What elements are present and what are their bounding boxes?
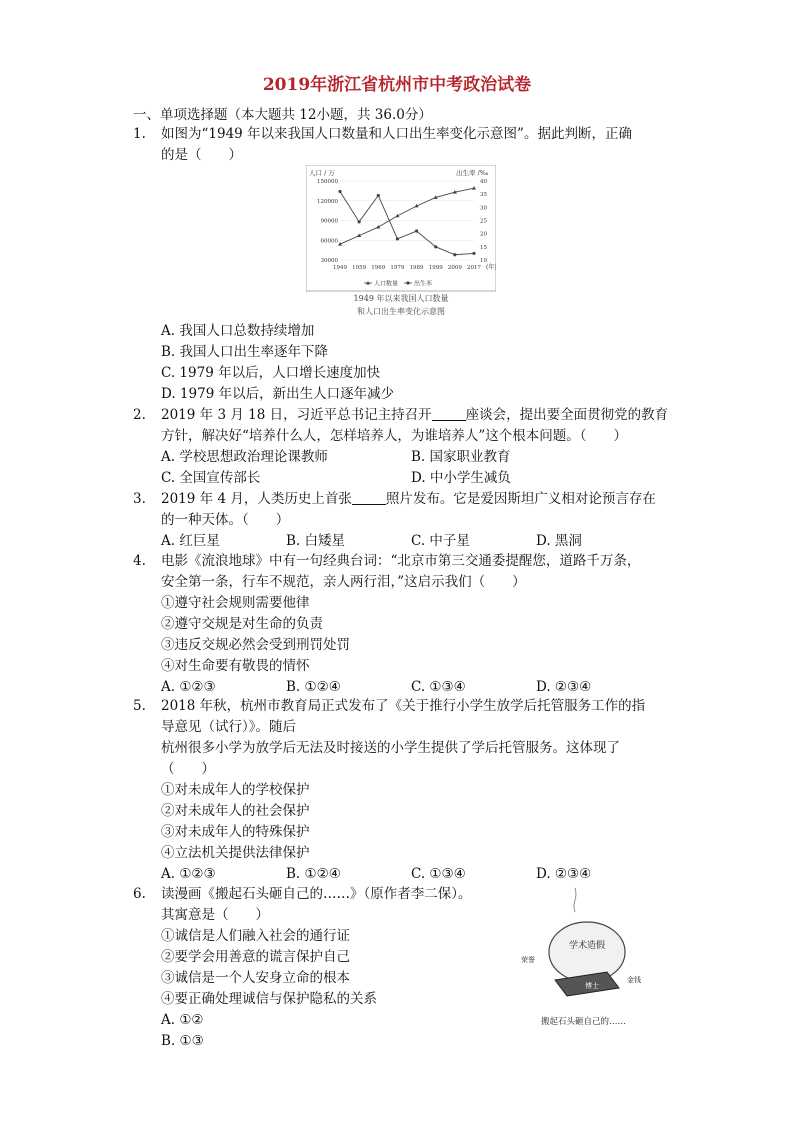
- option-a[interactable]: A. ①②③: [161, 866, 216, 882]
- y-tick-right: 20: [480, 231, 487, 238]
- question-text: [161, 489, 673, 510]
- data-point-birthrate: [434, 245, 437, 248]
- legend-label-birthrate: 出生率: [414, 280, 433, 288]
- option-b[interactable]: B. ①②④: [286, 866, 341, 882]
- chart-legend: [364, 280, 432, 288]
- question-number: 4.: [133, 553, 146, 569]
- question-text: 方针，解决好“培养什么人，怎样培养人，为谁培养人”这个根本问题。（ ）: [161, 428, 628, 444]
- cartoon-svg: [515, 880, 680, 1030]
- cartoon-right-label: 金钱: [627, 976, 641, 984]
- statement: ④要正确处理诚信与保护隐私的关系: [161, 991, 377, 1007]
- options-row: [161, 447, 673, 468]
- option-b[interactable]: B. ①②④: [286, 679, 341, 695]
- question-text: 安全第一条，行车不规范，亲人两行泪，”这启示我们（ ）: [161, 574, 526, 590]
- page-title: 2019年浙江省杭州市中考政治试卷: [262, 75, 532, 95]
- x-tick: 2009: [447, 265, 462, 271]
- statement: ③对未成年人的特殊保护: [161, 824, 310, 840]
- question-text: [161, 405, 673, 426]
- x-tick: 1979: [390, 265, 405, 271]
- option-d[interactable]: D. 1979 年以后，新出生人口逐年减少: [161, 386, 395, 402]
- data-point-birthrate: [453, 253, 456, 256]
- cartoon-left-label: 荣誉: [521, 956, 535, 964]
- y-tick-right: 15: [480, 244, 487, 251]
- options-row: [161, 468, 673, 489]
- y-tick-left: 30000: [320, 258, 338, 264]
- y-axis-right-label: 出生率 /‰: [456, 169, 489, 177]
- question-text: 的一种天体。（ ）: [161, 512, 290, 528]
- question-text-part: 2019 年 3 月 18 日，习近平总书记主持召开: [161, 407, 432, 423]
- cartoon-caption: 搬起石头砸自己的……: [541, 1017, 627, 1027]
- question-number: 2.: [133, 407, 146, 423]
- question-text: 2018 年秋，杭州市教育局正式发布了《关于推行小学生放学后托管服务工作的指: [161, 698, 646, 714]
- option-b[interactable]: B. ①③: [161, 1033, 204, 1049]
- statement: ②要学会用善意的谎言保护自己: [161, 949, 350, 965]
- option-b[interactable]: B. 国家职业教育: [411, 449, 511, 465]
- statement: ④对生命要有敬畏的情怀: [161, 658, 310, 674]
- question-text: （ ）: [161, 761, 215, 777]
- option-d[interactable]: D. 黑洞: [536, 533, 582, 549]
- y-tick-left: 150000: [317, 179, 338, 185]
- x-axis-unit: (年): [486, 264, 496, 271]
- chart-caption-line1: 1949 年以来我国人口数量: [353, 294, 449, 303]
- option-a[interactable]: A. ①②③: [161, 679, 216, 695]
- statement: ③诚信是一个人安身立命的根本: [161, 970, 350, 986]
- question-text-part: 座谈会，提出要全面贯彻党的教育: [465, 407, 669, 423]
- option-d[interactable]: D. ②③④: [536, 866, 592, 882]
- option-a[interactable]: A. ①②: [161, 1012, 204, 1028]
- y-tick-left: 120000: [317, 198, 338, 205]
- option-d[interactable]: D. ②③④: [536, 679, 592, 695]
- data-point-birthrate: [338, 190, 341, 193]
- option-a[interactable]: A. 学校思想政治理论课教师: [161, 449, 328, 465]
- data-point-birthrate: [415, 229, 418, 232]
- x-tick: 1969: [371, 265, 386, 271]
- x-tick: 1989: [409, 265, 424, 271]
- x-tick: 1959: [352, 265, 367, 271]
- question-text: 其寓意是（ ）: [161, 907, 269, 923]
- question-text-part: 照片发布。它是爱因斯坦广义相对论预言存在: [385, 491, 656, 507]
- statement: ③违反交规必然会受到刑罚处罚: [161, 637, 350, 653]
- option-c[interactable]: C. ①③④: [411, 866, 466, 882]
- options-row: [161, 531, 673, 552]
- y-tick-left: 60000: [320, 238, 338, 245]
- option-a[interactable]: A. 我国人口总数持续增加: [161, 323, 315, 339]
- y-tick-right: 35: [480, 192, 487, 199]
- option-d[interactable]: D. 中小学生减负: [411, 470, 511, 486]
- x-tick: 1999: [428, 265, 443, 271]
- x-tick: 1949: [333, 265, 347, 271]
- legend-marker-birthrate: [406, 281, 409, 284]
- question-1: [133, 124, 673, 166]
- question-1-options: [133, 321, 673, 405]
- question-text: 杭州很多小学为放学后无法及时接送的小学生提供了学后托管服务。这体现了: [161, 740, 620, 756]
- question-text: 如图为“1949 年以来我国人口数量和人口出生率变化示意图”。据此判断，正确: [161, 126, 632, 142]
- option-c[interactable]: C. 中子星: [411, 533, 470, 549]
- population-chart: [306, 165, 496, 325]
- y-tick-right: 30: [480, 205, 487, 212]
- option-b[interactable]: B. 白矮星: [286, 533, 346, 549]
- options-row: [161, 677, 673, 698]
- question-number: 3.: [133, 491, 146, 507]
- statement: ①对未成年人的学校保护: [161, 782, 310, 798]
- question-text-part: 2019 年 4 月，人类历史上首张: [161, 491, 352, 507]
- option-a[interactable]: A. 红巨星: [161, 533, 220, 549]
- data-point-birthrate: [358, 220, 361, 223]
- option-c[interactable]: C. 全国宣传部长: [161, 470, 261, 486]
- statement: ④立法机关提供法律保护: [161, 845, 310, 861]
- statement: ②对未成年人的社会保护: [161, 803, 310, 819]
- y-tick-right: 10: [480, 258, 487, 264]
- question-3: [133, 489, 673, 552]
- question-text: 的是（ ）: [161, 147, 242, 163]
- cartoon-illustration: [515, 880, 680, 1030]
- stone-icon: [549, 922, 625, 982]
- y-tick-left: 90000: [320, 218, 338, 225]
- question-5: [133, 696, 673, 885]
- y-tick-right: 40: [480, 179, 487, 185]
- y-tick-right: 25: [480, 218, 487, 225]
- statement: ②遵守交规是对生命的负责: [161, 616, 323, 632]
- statement: ①诚信是人们融入社会的通行证: [161, 928, 350, 944]
- option-c[interactable]: C. 1979 年以后，人口增长速度加快: [161, 365, 381, 381]
- data-point-birthrate: [377, 194, 380, 197]
- data-point-birthrate: [396, 237, 399, 240]
- mortarboard-label: 博士: [585, 982, 599, 990]
- stone-label: 学术造假: [568, 941, 606, 951]
- statement: ①遵守社会规则需要他律: [161, 595, 310, 611]
- chart-svg: [306, 165, 496, 325]
- question-number: 6.: [133, 886, 146, 902]
- question-4: [133, 551, 673, 698]
- answer-blank: [432, 408, 466, 421]
- motion-line-icon: [574, 888, 576, 912]
- question-text: 电影《流浪地球》中有一句经典台词：“北京市第三交通委提醒您，道路千万条，: [161, 553, 641, 569]
- option-b[interactable]: B. 我国人口出生率逐年下降: [161, 344, 329, 360]
- legend-label-population: 人口数量: [374, 280, 399, 288]
- section-heading: 一、单项选择题（本大题共 12小题，共 36.0分）: [133, 107, 432, 123]
- data-point-birthrate: [472, 252, 475, 255]
- question-text: 导意见（试行）》。随后: [161, 719, 296, 735]
- chart-caption-line2: 和人口出生率变化示意图: [357, 307, 445, 316]
- option-c[interactable]: C. ①③④: [411, 679, 466, 695]
- question-2: [133, 405, 673, 489]
- question-number: 1.: [133, 126, 146, 142]
- x-tick: 2017: [467, 265, 481, 271]
- y-axis-left-label: 人口 / 万: [309, 169, 335, 177]
- question-text: 读漫画《搬起石头砸自己的……》（原作者李二保）。: [161, 886, 472, 902]
- question-number: 5.: [133, 698, 146, 714]
- answer-blank: [352, 492, 386, 505]
